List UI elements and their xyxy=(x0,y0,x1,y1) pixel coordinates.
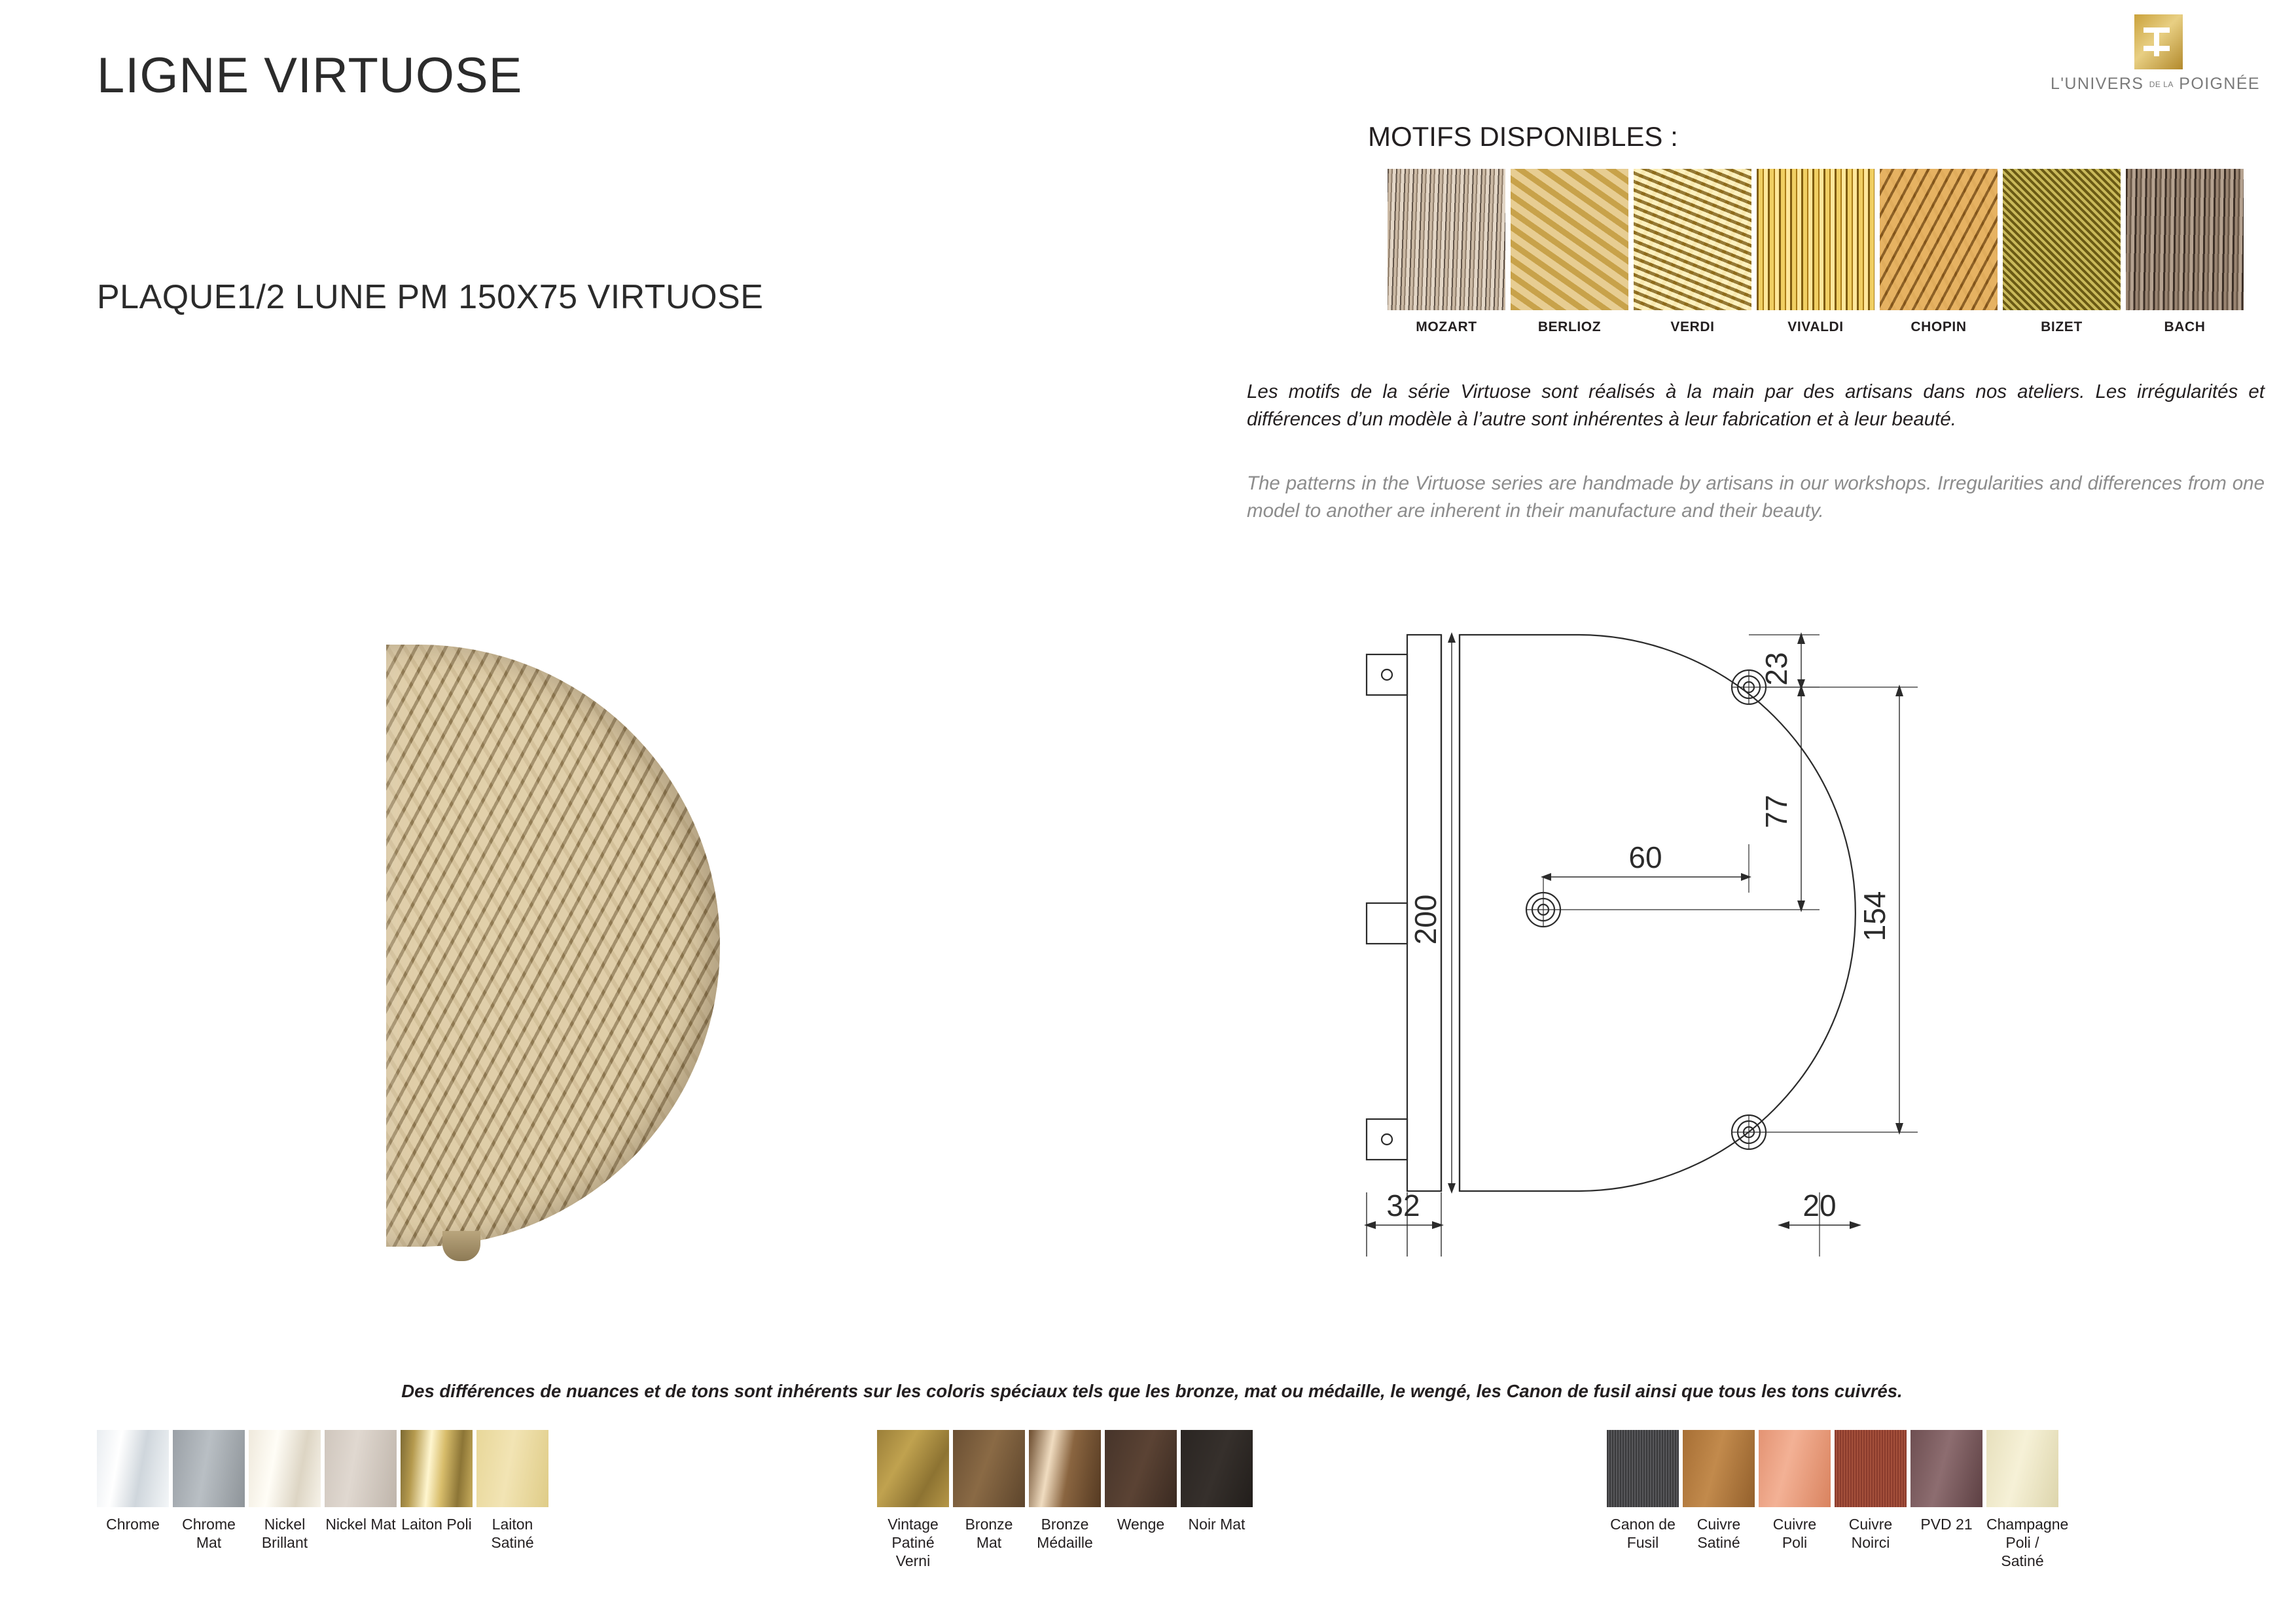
finish-swatch xyxy=(877,1430,949,1507)
motif-item[interactable] xyxy=(1511,169,1628,335)
finish-label: Cuivre Noirci xyxy=(1848,1516,1893,1552)
finish-item[interactable] xyxy=(1029,1430,1101,1570)
finish-item[interactable] xyxy=(97,1430,169,1552)
notice-french: Les motifs de la série Virtuose sont réalisés à la main par des artisans dans nos ateliers. Les irrégularités et différences d’un modèle à l’autre sont inhérentes à leur fabrication et à leur beauté. xyxy=(1247,381,2265,430)
motif-label: MOZART xyxy=(1416,319,1477,334)
finish-swatch xyxy=(1910,1430,1982,1507)
brand-wordmark xyxy=(2051,75,2260,94)
finish-label: Bronze Médaille xyxy=(1037,1516,1093,1552)
finish-item[interactable] xyxy=(1607,1430,1679,1570)
finish-label: Nickel Mat xyxy=(325,1516,396,1533)
finish-group-bronze xyxy=(877,1430,1253,1570)
finish-group-special xyxy=(1607,1430,2069,1570)
finish-item[interactable] xyxy=(1181,1430,1253,1570)
motif-item[interactable] xyxy=(2003,169,2121,335)
notice-english: The patterns in the Virtuose series are handmade by artisans in our workshops. Irregularities and differences from one model to another are inherent in their manufacture and their beauty. xyxy=(1247,473,2265,522)
dim-width: 60 xyxy=(1628,840,1662,874)
finish-group-standard xyxy=(97,1430,548,1552)
finish-item[interactable] xyxy=(476,1430,548,1552)
finish-swatch xyxy=(249,1430,321,1507)
finish-label: Chrome Mat xyxy=(182,1516,236,1552)
motif-label: CHOPIN xyxy=(1910,319,1967,334)
finish-label: Nickel Brillant xyxy=(261,1516,308,1552)
finish-item[interactable] xyxy=(1835,1430,1907,1570)
motif-swatch xyxy=(2126,169,2244,310)
finish-item[interactable] xyxy=(1683,1430,1755,1570)
motif-swatch xyxy=(1757,169,1874,310)
dim-top-offset: 23 xyxy=(1759,652,1793,686)
dim-height-total: 200 xyxy=(1408,894,1443,945)
finish-label: Vintage Patiné Verni xyxy=(888,1516,939,1570)
finish-item[interactable] xyxy=(1105,1430,1177,1570)
finish-label: Champagne Poli / Satiné xyxy=(1986,1516,2069,1570)
finish-label: Laiton Satiné xyxy=(491,1516,534,1552)
motif-label: BACH xyxy=(2164,319,2206,334)
brand-wordmark-part-2: POIGNÉE xyxy=(2179,75,2260,93)
page-title: LIGNE VIRTUOSE xyxy=(97,48,523,103)
finish-item[interactable] xyxy=(401,1430,473,1552)
finish-swatch xyxy=(953,1430,1025,1507)
motif-swatch xyxy=(1634,169,1751,310)
product-title: PLAQUE1/2 LUNE PM 150X75 VIRTUOSE xyxy=(97,278,764,316)
finish-item[interactable] xyxy=(249,1430,321,1552)
finish-swatch xyxy=(476,1430,548,1507)
finish-swatch xyxy=(1759,1430,1831,1507)
finish-swatch xyxy=(1105,1430,1177,1507)
finish-swatch xyxy=(325,1430,397,1507)
finish-label: PVD 21 xyxy=(1920,1516,1973,1533)
motif-item[interactable] xyxy=(1634,169,1751,335)
finish-item[interactable] xyxy=(1759,1430,1831,1570)
finish-item[interactable] xyxy=(1986,1430,2069,1570)
technical-drawing-svg xyxy=(1361,628,2055,1289)
motif-swatch xyxy=(1511,169,1628,310)
brand-mark-icon xyxy=(2134,14,2183,69)
finish-swatch xyxy=(1181,1430,1253,1507)
dim-depth: 32 xyxy=(1386,1188,1420,1222)
finish-item[interactable] xyxy=(325,1430,397,1552)
finish-swatch xyxy=(1986,1430,2058,1507)
motif-label: VERDI xyxy=(1670,319,1715,334)
brand-wordmark-small: DE LA xyxy=(2149,80,2174,90)
motif-swatch xyxy=(1388,169,1505,310)
product-stud xyxy=(442,1231,480,1261)
product-plate-image xyxy=(386,645,720,1247)
motif-item[interactable] xyxy=(1880,169,1998,335)
dim-hole-spacing: 154 xyxy=(1857,891,1892,942)
finish-swatch xyxy=(1029,1430,1101,1507)
brand-wordmark-part-1: L'UNIVERS xyxy=(2050,75,2144,93)
motif-label: BERLIOZ xyxy=(1537,319,1602,334)
dim-edge: 20 xyxy=(1803,1188,1837,1222)
finish-label: Chrome xyxy=(106,1516,160,1533)
motif-item[interactable] xyxy=(2126,169,2244,335)
motifs-strip xyxy=(1388,169,2244,335)
finish-swatch xyxy=(1607,1430,1679,1507)
motif-swatch xyxy=(1880,169,1998,310)
finish-swatch xyxy=(401,1430,473,1507)
dim-center-offset: 77 xyxy=(1759,794,1793,829)
finish-item[interactable] xyxy=(1910,1430,1982,1570)
finish-item[interactable] xyxy=(953,1430,1025,1570)
finish-swatch xyxy=(97,1430,169,1507)
finish-label: Canon de Fusil xyxy=(1610,1516,1676,1552)
brand-logo xyxy=(2018,14,2260,99)
motif-label: VIVALDI xyxy=(1787,319,1844,334)
finish-swatch xyxy=(1683,1430,1755,1507)
finish-label: Cuivre Satiné xyxy=(1696,1516,1741,1552)
finish-swatch xyxy=(173,1430,245,1507)
motif-item[interactable] xyxy=(1757,169,1874,335)
finish-label: Laiton Poli xyxy=(401,1516,472,1533)
finishes-note: Des différences de nuances et de tons sont inhérents sur les coloris spéciaux tels que les bronze, mat ou médaille, le wengé, les Canon de fusil ainsi que tous les tons cuivrés. xyxy=(401,1381,1903,1401)
motif-item[interactable] xyxy=(1388,169,1505,335)
technical-drawing xyxy=(1361,628,2055,1289)
finish-label: Cuivre Poli xyxy=(1772,1516,1817,1552)
finish-item[interactable] xyxy=(877,1430,949,1570)
finish-label: Noir Mat xyxy=(1188,1516,1246,1533)
finish-label: Wenge xyxy=(1117,1516,1165,1533)
finish-swatch xyxy=(1835,1430,1907,1507)
motifs-section-title: MOTIFS DISPONIBLES : xyxy=(1368,121,1678,152)
finish-label: Bronze Mat xyxy=(965,1516,1013,1552)
motif-swatch xyxy=(2003,169,2121,310)
finish-item[interactable] xyxy=(173,1430,245,1552)
motif-label: BIZET xyxy=(2041,319,2083,334)
product-photo xyxy=(386,645,726,1260)
